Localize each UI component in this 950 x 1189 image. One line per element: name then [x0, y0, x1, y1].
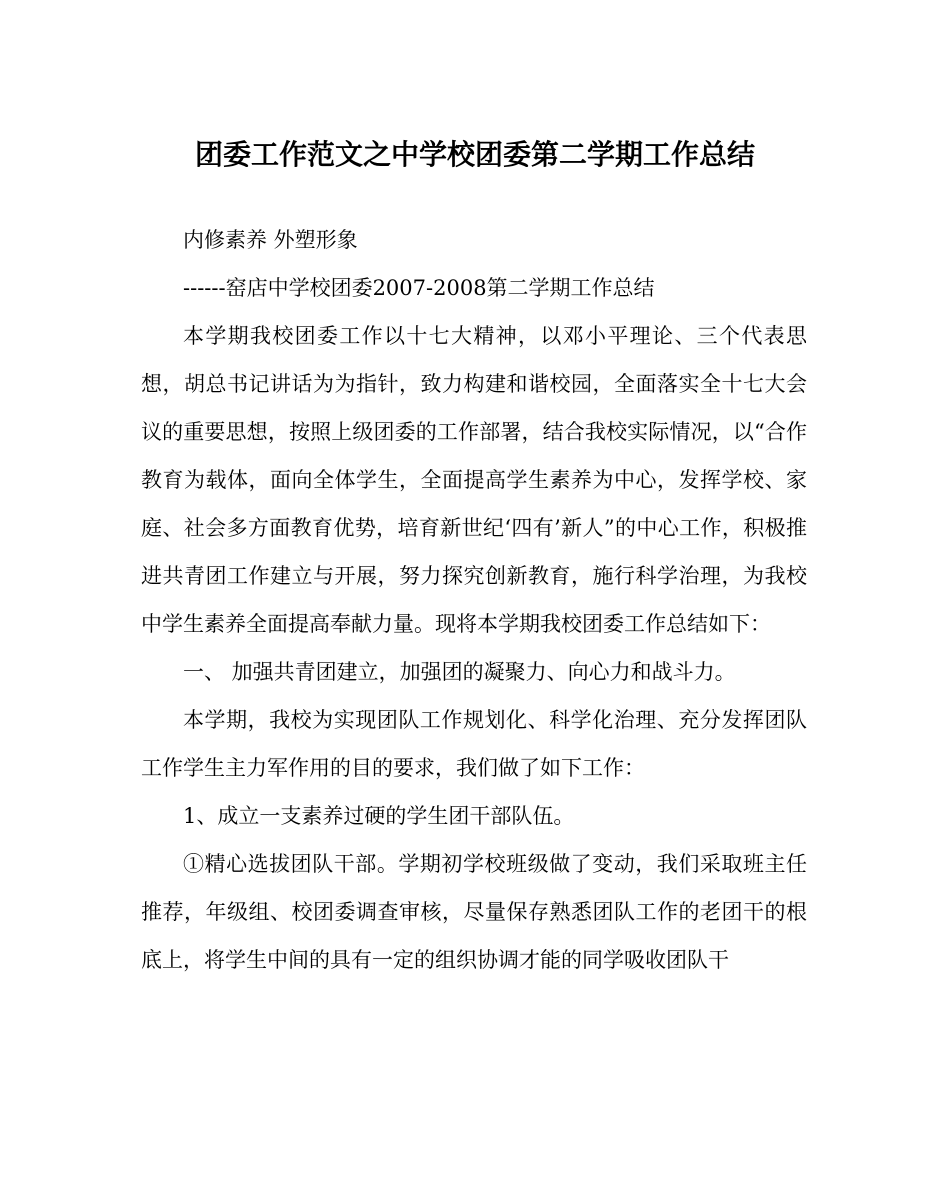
document-body	[141, 216, 807, 984]
section-heading: 一、 加强共青团建立，加强团的凝聚力、向心力和战斗力。	[183, 660, 736, 684]
body-paragraph: 本学期，我校为实现团队工作规划化、科学化治理、充分发挥团队工作学生主力军作用的目的要求，我们做了如下工作：	[141, 708, 807, 780]
document-title: 团委工作范文之中学校团委第二学期工作总结	[194, 138, 755, 171]
subheading-paragraph: ------窑店中学校团委2007-2008第二学期工作总结	[183, 276, 655, 300]
intro-paragraph: 本学期我校团委工作以十七大精神，以邓小平理论、三个代表思想，胡总书记讲话为为指针，致力构建和谐校园，全面落实全十七大会议的重要思想，按照上级团委的工作部署，结合我校实际情况，以“合作教育为载体，面向全体学生，全面提高学生素养为中心，发挥学校、家庭、社会多方面教育优势，培育新世纪‘四有’新人”的中心工作，积极推进共青团工作建立与开展，努力探究创新教育，施行科学治理，为我校中学生素养全面提高奉献力量。现将本学期我校团委工作总结如下：	[141, 324, 807, 636]
body-paragraph: ①精心选拔团队干部。学期初学校班级做了变动，我们采取班主任推荐，年级组、校团委调查审核，尽量保存熟悉团队工作的老团干的根底上，将学生中间的具有一定的组织协调才能的同学吸收团队干	[141, 852, 807, 972]
list-item-heading: 1、成立一支素养过硬的学生团干部队伍。	[183, 804, 575, 828]
subtitle-paragraph: 内修素养 外塑形象	[183, 228, 358, 252]
